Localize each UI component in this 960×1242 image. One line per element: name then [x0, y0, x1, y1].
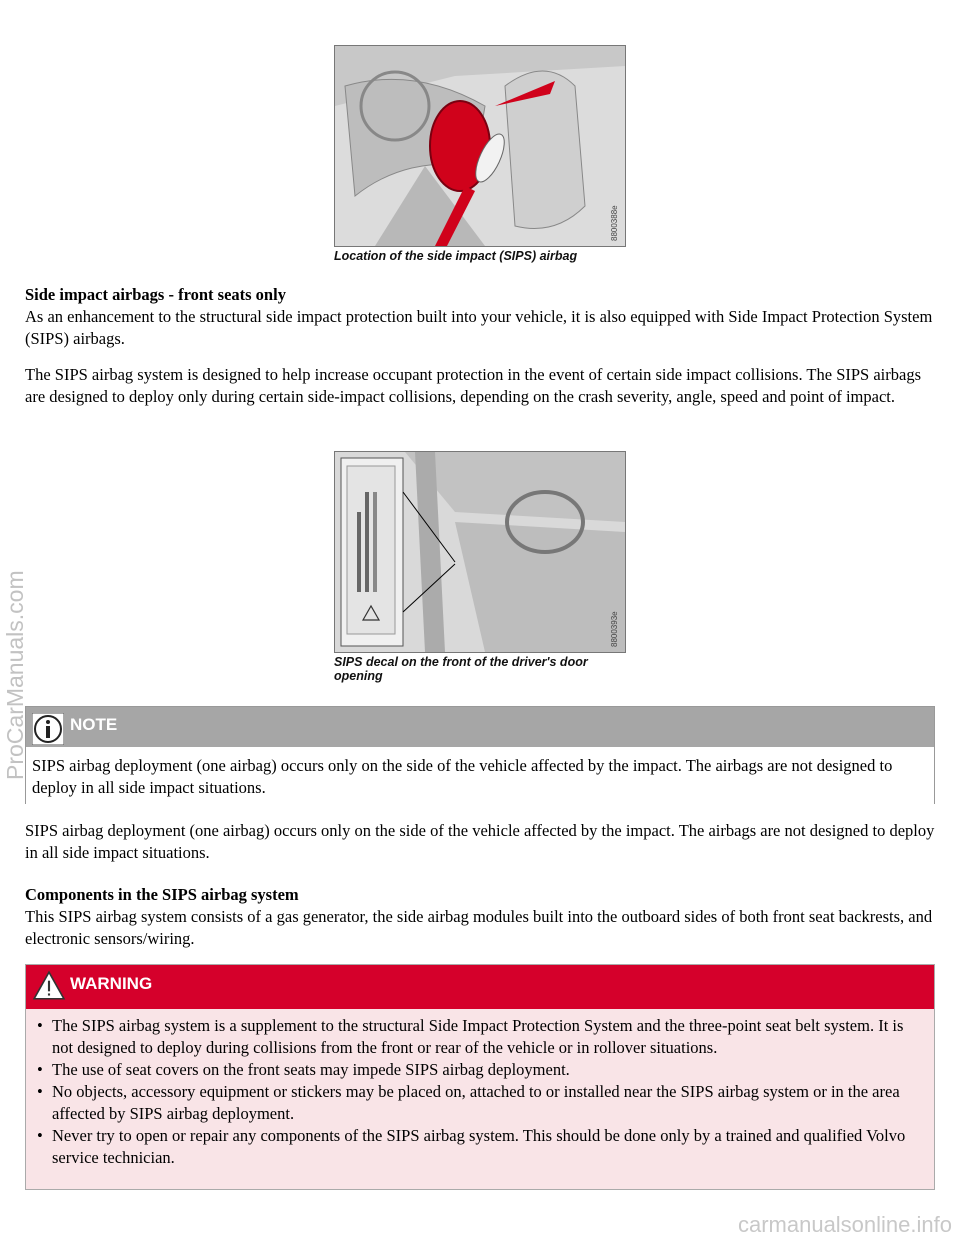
list-item: • No objects, accessory equipment or stickers may be placed on, attached to or installed near the SIPS airbag system or in the area affected by SIPS airbag deployment.: [32, 1081, 928, 1125]
section-components: [25, 884, 935, 950]
warning-header: [26, 965, 934, 1009]
paragraph: As an enhancement to the structural side impact protection built into your vehicle, it is also equipped with Side Impact Protection System (SIPS) airbags.: [25, 307, 933, 348]
warning-body: [26, 1009, 934, 1169]
caption-line: SIPS decal on the front of the driver's door: [334, 655, 588, 669]
figure-sips-airbag-location: [334, 45, 626, 247]
list-item: • The SIPS airbag system is a supplement to the structural Side Impact Protection System and the three-point seat belt system. It is not designed to deploy during collisions from the front or rear of the vehicle or in rollover situations.: [32, 1015, 928, 1059]
figure-caption: [334, 655, 588, 683]
paragraph: The SIPS airbag system is designed to help increase occupant protection in the event of certain side impact collisions. The SIPS airbags are designed to deploy only during certain side-impact collisions, depending on the crash severity, angle, speed and point of impact.: [25, 365, 921, 406]
warning-box: [25, 964, 935, 1190]
figure-code: 8800393e: [610, 611, 619, 647]
bottom-watermark: carmanualsonline.info: [737, 1212, 952, 1237]
warning-list: [32, 1015, 928, 1169]
section-side-impact: [25, 284, 935, 408]
figure-code: 8800388e: [610, 205, 619, 241]
list-item: • The use of seat covers on the front seats may impede SIPS airbag deployment.: [32, 1059, 928, 1081]
paragraph: This SIPS airbag system consists of a gas generator, the side airbag modules built into the outboard sides of both front seat backrests, and electronic sensors/wiring.: [25, 907, 933, 948]
info-icon: [32, 713, 64, 745]
warning-triangle-icon: [32, 969, 66, 1003]
door-opening-illustration: [335, 452, 625, 652]
side-watermark: ProCarManuals.com: [2, 570, 28, 780]
paragraph: SIPS airbag deployment (one airbag) occurs only on the side of the vehicle affected by the impact. The airbags are not designed to deploy in all side impact situations.: [25, 821, 935, 862]
figure-caption: Location of the side impact (SIPS) airbag: [334, 249, 578, 263]
note-title: NOTE: [70, 715, 118, 734]
list-item: • Never try to open or repair any components of the SIPS airbag system. This should be done only by a trained and qualified Volvo service technician.: [32, 1125, 928, 1169]
seat-airbag-illustration: [335, 46, 625, 246]
section-heading: Components in the SIPS airbag system: [25, 885, 299, 904]
section-heading: Side impact airbags - front seats only: [25, 285, 286, 304]
warning-title: WARNING: [70, 974, 153, 993]
note-header: [26, 707, 934, 747]
caption-line: opening: [334, 669, 383, 683]
note-body: SIPS airbag deployment (one airbag) occurs only on the side of the vehicle affected by the impact. The airbags are not designed to deploy in all side impact situations.: [26, 747, 934, 805]
note-box: [25, 706, 935, 804]
figure-sips-decal: [334, 451, 626, 653]
